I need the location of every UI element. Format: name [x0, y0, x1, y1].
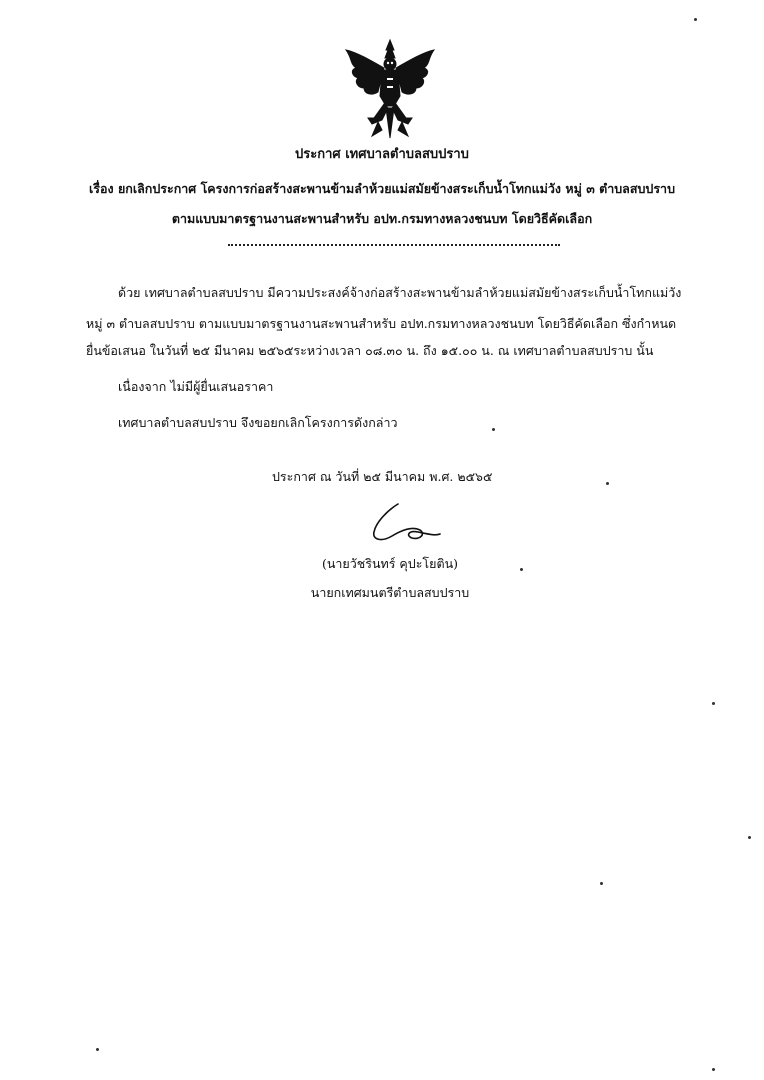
scan-speck — [694, 18, 697, 21]
scan-speck — [96, 1048, 99, 1051]
paragraph-1-line-3: ยื่นข้อเสนอ ในวันที่ ๒๕ มีนาคม ๒๕๖๕ระหว่างเวลา ๐๘.๓๐ น. ถึง ๑๕.๐๐ น. ณ เทศบาลตำบลสบปราบ นั้น — [86, 343, 654, 358]
paragraph-1-line-1: ด้วย เทศบาลตำบลสบปราบ มีความประสงค์จ้างก่อสร้างสะพานข้ามลำห้วยแม่สมัยข้างสระเก็บน้ำโทกแม่วัง — [118, 285, 682, 300]
dotted-divider — [228, 244, 560, 246]
scan-speck — [600, 882, 603, 885]
paragraph-3: เทศบาลตำบลสบปราบ จึงขอยกเลิกโครงการดังกล่าว — [118, 415, 398, 430]
signer-name: (นายวัชรินทร์ คุปะโยติน) — [321, 556, 459, 571]
scan-speck — [748, 836, 751, 839]
announcement-subject-line-1: เรื่อง ยกเลิกประกาศ โครงการก่อสร้างสะพานข้ามลำห้วยแม่สมัยข้างสระเก็บน้ำโทกแม่วัง หมู่ ๓ ตำบลสบปราบ — [89, 181, 675, 196]
scan-speck — [712, 702, 715, 705]
announcement-dateline: ประกาศ ณ วันที่ ๒๕ มีนาคม พ.ศ. ๒๕๖๕ — [272, 469, 493, 484]
handwritten-signature-icon — [368, 500, 442, 546]
scan-speck — [492, 428, 495, 431]
paragraph-1-line-2: หมู่ ๓ ตำบลสบปราบ ตามแบบมาตรฐานงานสะพานสำหรับ อปท.กรมทางหลวงชนบท โดยวิธีคัดเลือก ซึ่งกำหนด — [86, 316, 677, 331]
announcement-subject-line-2: ตามแบบมาตรฐานงานสะพานสำหรับ อปท.กรมทางหลวงชนบท โดยวิธีคัดเลือก — [171, 211, 593, 226]
scan-speck — [606, 482, 609, 485]
announcement-title: ประกาศ เทศบาลตำบลสบปราบ — [295, 147, 469, 162]
scan-speck — [712, 1068, 715, 1071]
garuda-emblem-icon — [342, 38, 438, 142]
paragraph-2: เนื่องจาก ไม่มีผู้ยื่นเสนอราคา — [118, 379, 274, 394]
signer-position: นายกเทศมนตรีตำบลสบปราบ — [310, 585, 470, 600]
scan-speck — [520, 568, 523, 571]
